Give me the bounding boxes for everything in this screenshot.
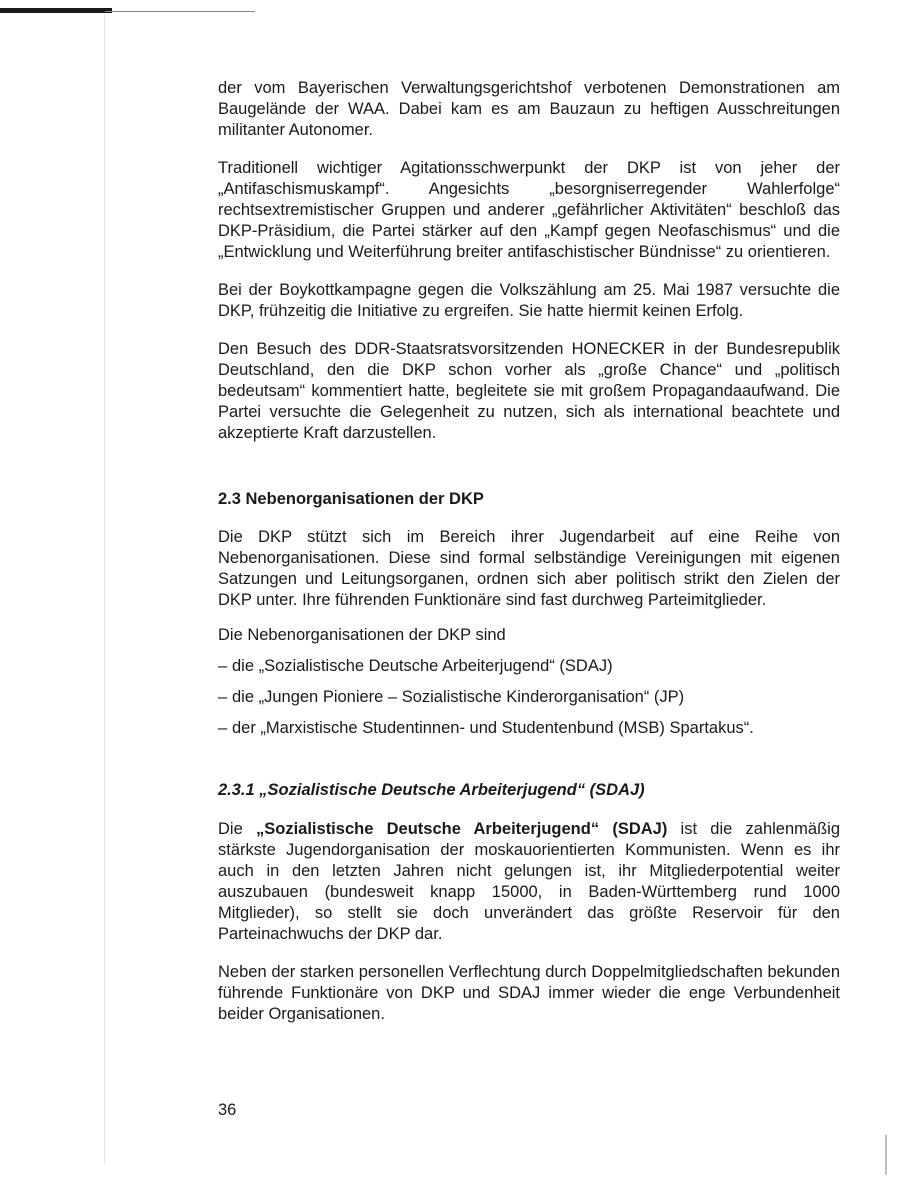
list-item-text: der „Marxistische Studentinnen- und Studentenbund (MSB) Spartakus“. bbox=[232, 719, 754, 737]
list-item: – der „Marxistische Studentinnen- und Studentenbund (MSB) Spartakus“. bbox=[218, 719, 754, 737]
section-heading: 2.3 Nebenorganisationen der DKP bbox=[218, 490, 484, 508]
antifascism-paragraph: Traditionell wichtiger Agitationsschwerpunkt der DKP ist von jeher der „Antifaschismuskampf“. Angesichts „besorgniserregender Wahlerfolge“ rechtsextremistischer Gruppen und anderer „gefährlicher Aktivitäten“ beschloß das DKP-Präsidium, die Partei stärker auf den „Kampf gegen Neofaschismus“ und die „Entwicklung und Weiterführung breiter antifaschistischer Bündnisse“ zu orientieren. bbox=[218, 159, 840, 261]
top-rule bbox=[0, 8, 112, 13]
links-paragraph: Neben der starken personellen Verflechtung durch Doppelmitgliedschaften bekunden führende Funktionäre von DKP und SDAJ immer wieder die enge Verbundenheit beider Organisationen. bbox=[218, 963, 840, 1023]
honecker-visit-paragraph: Den Besuch des DDR-Staatsratsvorsitzenden HONECKER in der Bundesrepublik Deutschland, den die DKP schon vorher als „große Chance“ und „politisch bedeutsam“ kommentiert hatte, begleitete sie mit großem Propagandaaufwand. Die Partei versuchte die Gelegenheit zu nutzen, sich als international beachtete und akzeptierte Kraft darzustellen. bbox=[218, 340, 840, 442]
boycott-paragraph: Bei der Boykottkampagne gegen die Volkszählung am 25. Mai 1987 versuchte die DKP, frühzeitig die Initiative zu ergreifen. Sie hatte hiermit keinen Erfolg. bbox=[218, 281, 840, 320]
subsection-heading: 2.3.1 „Sozialistische Deutsche Arbeiterjugend“ (SDAJ) bbox=[218, 781, 645, 799]
list-item: – die „Jungen Pioniere – Sozialistische Kinderorganisation“ (JP) bbox=[218, 688, 685, 706]
list-item: – die „Sozialistische Deutsche Arbeiterjugend“ (SDAJ) bbox=[218, 657, 613, 675]
organisation-list bbox=[218, 656, 840, 739]
sdaj-text: ist die zahlenmäßig stärkste Jugendorganisation der moskauorientierten Kommunisten. Wenn es ihr auch in den letzten Jahren nicht gelungen ist, ihr Mitgliederpotential weiter auszubauen (bundesweit knapp 15000, in Baden-Württemberg rund 1000 Mitglieder), so stellt sie doch unverändert das größte Reservoir für den Parteinachwuchs der DKP dar. bbox=[218, 820, 840, 943]
sdaj-paragraph bbox=[218, 819, 840, 945]
section-paragraph: Die DKP stützt sich im Bereich ihrer Jugendarbeit auf eine Reihe von Nebenorganisationen. Diese sind formal selbständige Vereinigungen mit eigenen Satzungen und Leitungsorganen, ordnen sich aber politisch strikt den Zielen der DKP unter. Ihre führenden Funktionäre sind fast durchweg Parteimitglieder. bbox=[218, 528, 840, 609]
list-intro: Die Nebenorganisationen der DKP sind bbox=[218, 626, 506, 644]
sdaj-name: „Sozialistische Deutsche Arbeiterjugend“ (SDAJ) bbox=[256, 820, 668, 838]
scan-edge-right bbox=[885, 1135, 887, 1175]
page-body bbox=[218, 78, 840, 1025]
list-item-text: die „Jungen Pioniere – Sozialistische Kinderorganisation“ (JP) bbox=[232, 688, 685, 706]
top-rule-extension bbox=[105, 11, 255, 12]
list-item-text: die „Sozialistische Deutsche Arbeiterjugend“ (SDAJ) bbox=[232, 657, 613, 675]
page-number: 36 bbox=[218, 1101, 237, 1119]
intro-paragraph: der vom Bayerischen Verwaltungsgerichtshof verbotenen Demonstrationen am Baugelände der WAA. Dabei kam es am Bauzaun zu heftigen Ausschreitungen militanter Autonomer. bbox=[218, 79, 840, 139]
sdaj-lead: Die bbox=[218, 820, 256, 838]
scan-edge bbox=[104, 14, 105, 1164]
